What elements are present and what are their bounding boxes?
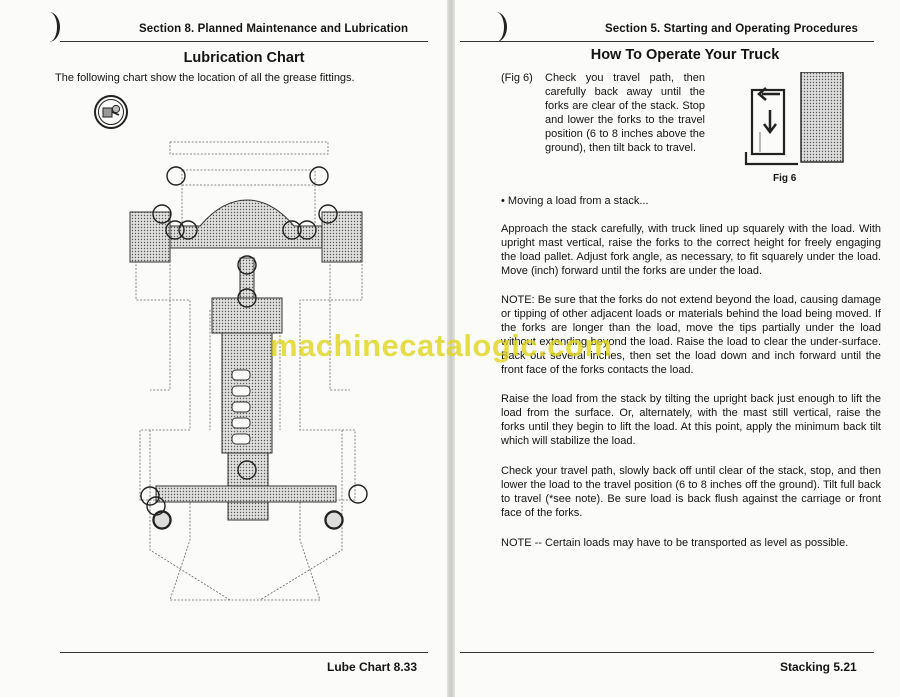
paragraph-note-level: NOTE -- Certain loads may have to be transported as level as possible. <box>501 537 849 549</box>
lubrication-intro: The following chart show the location of all the grease fittings. <box>55 72 355 84</box>
right-page-footer: Stacking 5.21 <box>780 660 857 674</box>
grease-fitting-icon <box>93 94 129 130</box>
figure-reference: (Fig 6) <box>501 72 533 84</box>
header-rule <box>460 41 874 42</box>
binder-hole-mark <box>38 12 60 42</box>
footer-rule <box>60 652 428 653</box>
footer-rule <box>460 652 874 653</box>
paragraph-check-path: Check your travel path, slowly back off until clear of the stack, stop, and then lower the load to the travel position (6 to 8 inches off the ground). Tilt full back to travel (*see note). Be sure load is back flush against the carriage or front face of the forks. <box>501 465 881 519</box>
left-page-footer: Lube Chart 8.33 <box>327 660 418 674</box>
fig6-illustration <box>740 72 858 168</box>
right-page-title: How To Operate Your Truck <box>590 47 780 63</box>
paragraph-raise-load: Raise the load from the stack by tilting the upright back just enough to lift the load from the surface. Or, alternately, with the mast still vertical, raise the forks until they begin to lift the load. At this point, apply the minimum back tilt which will stabilize the load. <box>501 393 881 447</box>
binder-hole-mark <box>485 12 507 42</box>
watermark: machinecatalogic.com <box>270 328 613 363</box>
left-page-header: Section 8. Planned Maintenance and Lubrication <box>139 23 409 35</box>
figure-instruction: Check you travel path, then carefully back away until the forks are clear of the stack. Stop and lower the forks to the travel position (6 to 8 inches above the ground), then tilt back to travel. <box>545 72 705 154</box>
paragraph-note-forks: NOTE: Be sure that the forks do not extend beyond the load, causing damage or tipping of other adjacent loads or materials behind the load being moved. If the forks are longer than the load, move the tips partially under the load without extending beyond the load. Raise the load to clear the under-surface. Back out several inches, then set the load down and inch forward until the front face of the forks contacts the load. <box>501 294 881 376</box>
lubrication-diagram <box>110 130 380 630</box>
left-page-title: Lubrication Chart <box>183 50 305 66</box>
right-page-header: Section 5. Starting and Operating Procedures <box>605 23 858 35</box>
paragraph-approach: Approach the stack carefully, with truck lined up squarely with the load. With upright mast vertical, raise the forks to the correct height for freely engaging the load pallet. Adjust fork angle, as necessary, to fit squarely under the load. Move (inch) forward until the forks are under the load. <box>501 223 881 277</box>
bullet-moving-load: • Moving a load from a stack... <box>501 195 649 207</box>
header-rule <box>60 41 428 42</box>
figure-caption: Fig 6 <box>773 173 797 184</box>
